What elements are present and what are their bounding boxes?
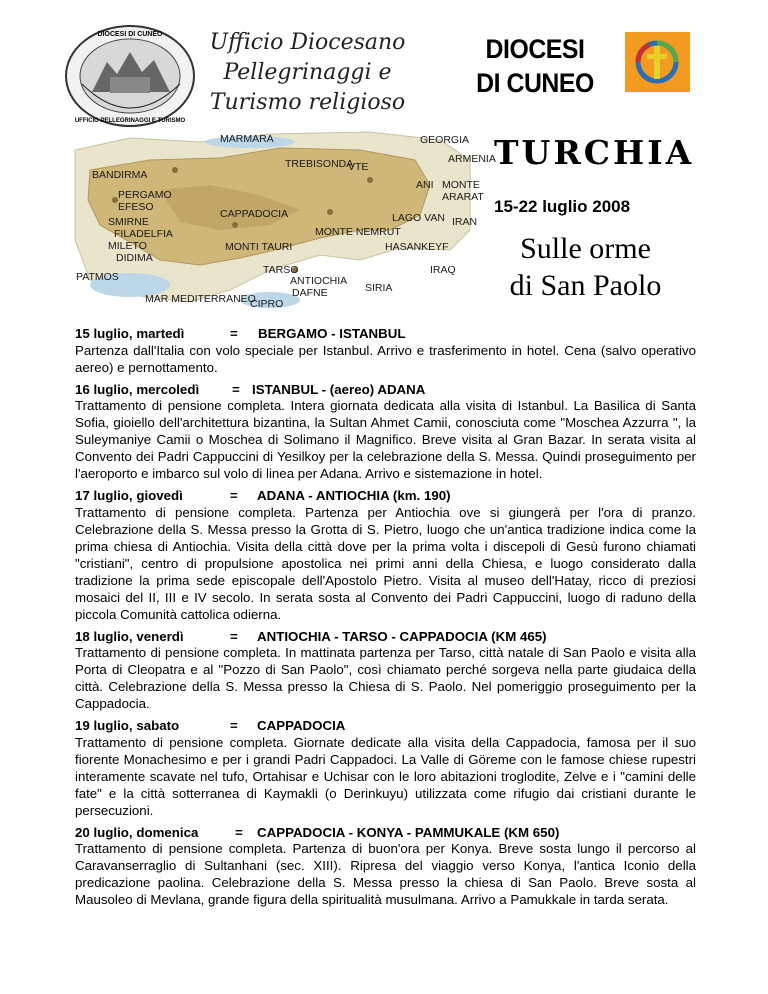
day-route: BERGAMO - ISTANBUL [258,326,406,341]
map-label: PATMOS [76,271,119,283]
day-heading [75,488,696,504]
day-date: 20 luglio, domenica [75,824,199,840]
map-label: DIDIMA [116,252,153,264]
day-separator: = [235,824,243,840]
map-label: BANDIRMA [92,169,148,181]
office-line: Ufficio Diocesano [209,30,406,55]
map-label: HASANKEYF [385,241,449,253]
day-date: 15 luglio, martedì [75,326,185,341]
map-label: GEORGIA [420,134,470,146]
map-label: VTE [348,161,369,173]
diocese-line: DIOCESI [485,34,585,64]
day-route: CAPPADOCIA [257,718,346,733]
jubilee-cross-logo-icon [625,32,690,92]
map-label: ANI [416,179,434,191]
day-separator: = [230,488,238,503]
itinerary-day [75,718,696,819]
map-label: MAR MEDITERRANEO [145,293,256,305]
svg-text:DIOCESI DI CUNEO: DIOCESI DI CUNEO [97,31,163,38]
day-heading [75,718,696,734]
diocese-line: DI CUNEO [476,68,594,98]
day-date: 18 luglio, venerdì [75,628,184,644]
day-description: Trattamento di pensione completa. In mattinata partenza per Tarso, città natale di San Paolo e visita alla Porta di Cleopatra e al "Pozzo di San Paolo", così chiamato perché sorgeva nella parte giudaica della città. Celebrazione della S. Messa presso la Chiesa di S. Paolo. Nel pomeriggio proseguimento per la Cappadocia. [75,645,696,711]
day-description: Trattamento di pensione completa. Partenza per Antiochia ove si giungerà per l'ora di pranzo. Celebrazione della S. Messa presso la Grotta di S. Pietro, luogo che un'antica tradizione indica come la prima chiesa di Antiochia. Visita della città dove per la prima volta i discepoli di Gesù furono chiamati "cristiani", centro di propulsione apostolica nei primi anni della Chiesa, e luogo considerato dalla tradizione la prima sede episcopale dell'Apostolo Pietro. Visita al museo dell'Hatay, ricco di preziosi mosaici del II, III e IV secolo. In serata sosta al Convento dei Padri Cappuccini, luogo di raduno della piccola Comunità cattolica odierna. [75,504,696,622]
office-name [205,28,410,118]
turkey-itinerary-map [70,130,496,310]
day-separator: = [230,326,238,341]
itinerary-day [75,382,696,483]
day-description: Trattamento di pensione completa. Intera giornata dedicata alla visita di Istanbul. La Basilica di Santa Sofia, gioiello dell'architettura bizantina, la Sultan Ahmet Camii, conosciuta come "Moschea Azzurra ", la Suleymaniye Camii o Moschea di Solimano il Magnifico. Breve visita al Gran Bazar. In serata visita al Convento dei Padri Cappuccini di Yesilkoy per la celebrazione della S. Messa. Quindi proseguimento per l'aeroporto e imbarco sul volo di linea per Adana. Arrivo e sistemazione in hotel. [75,398,696,481]
day-date: 17 luglio, giovedì [75,488,183,503]
map-label: IRAN [452,216,478,228]
itinerary [75,326,696,914]
diocese-seal-logo [62,22,212,130]
day-separator: = [230,628,238,644]
day-route: ISTANBUL - (aereo) ADANA [252,381,426,397]
map-label: SMIRNE [108,216,149,228]
map-label: CIPRO [250,298,284,310]
day-route: ANTIOCHIA - TARSO - CAPPADOCIA (KM 465) [257,628,547,644]
map-label: MONTE [442,179,480,191]
map-label: MONTI TAURI [225,241,293,253]
map-label: SIRIA [365,282,393,294]
trip-subtitle [488,230,683,304]
map-label: DAFNE [292,287,328,299]
day-date: 19 luglio, sabato [75,718,180,733]
map-label: MONTE NEMRUT [315,226,401,238]
map-label: ARMENIA [448,153,496,165]
day-date: 16 luglio, mercoledì [75,381,200,397]
day-heading [75,326,696,342]
map-label: MILETO [108,240,147,252]
day-route: ADANA - ANTIOCHIA (km. 190) [257,488,451,503]
map-label: LAGO VAN [392,212,445,224]
map-label: ANTIOCHIA [290,275,348,287]
day-heading [75,629,696,645]
day-description: Trattamento di pensione completa. Giornate dedicate alla visita della Cappadocia, famosa per il suo fiorente Monachesimo e per i grandi Padri Cappadoci. La Valle di Göreme con le famose chiese rupestri interamente scavate nel tufo, Ortahisar e Uchisar con le loro abitazioni troglodite, Zelve e i "camini delle fate" e la città sotterranea di Kaymakli (o Derinkuyu) utilizzata come rifugio dai cristiani durante le persecuzioni. [75,734,696,818]
map-label: EFESO [118,201,154,213]
day-heading [75,382,696,398]
subtitle-line: di San Paolo [509,269,662,302]
day-separator: = [232,381,240,397]
day-separator: = [230,718,238,733]
itinerary-day [75,825,696,909]
itinerary-day [75,488,696,623]
day-route: CAPPADOCIA - KONYA - PAMMUKALE (KM 650) [257,824,560,840]
subtitle-line: Sulle orme [520,232,651,265]
map-label: PERGAMO [118,189,172,201]
itinerary-day [75,629,696,713]
map-label: ARARAT [442,191,484,203]
destination-title: TURCHIA [494,133,695,172]
map-label: TREBISONDA [285,158,354,170]
itinerary-day [75,326,696,376]
diocese-name [475,32,595,100]
office-line: Turismo religioso [209,90,406,115]
trip-dates: 15-22 luglio 2008 [494,197,631,216]
map-label: CAPPADOCIA [220,208,289,220]
map-label: MARMARA [220,133,274,145]
day-description: Trattamento di pensione completa. Partenza di buon'ora per Konya. Breve sosta lungo il percorso al Caravanserraglio di Sultanhani (sec. XIII). Ripresa del viaggio verso Konya, l'antica Iconio della predicazione paolina. Celebrazione della S. Messa presso la chiesa di San Paolo. Breve sosta al Mausoleo di Mevlana, grande figura della spiritualità musulmana. Arrivo a Pamukkale in tarda serata. [75,841,696,907]
map-label: FILADELFIA [114,228,173,240]
day-heading [75,825,696,841]
map-label: TARSO [263,264,299,276]
svg-text:UFFICIO PELLEGRINAGGI E TURISM: UFFICIO PELLEGRINAGGI E TURISMO [74,118,186,124]
map-label: IRAQ [430,264,456,276]
office-line: Pellegrinaggi e [223,60,392,85]
day-description: Partenza dall'Italia con volo speciale per Istanbul. Arrivo e trasferimento in hotel. Cena (salvo operativo aereo) e pernottamento. [75,342,696,375]
